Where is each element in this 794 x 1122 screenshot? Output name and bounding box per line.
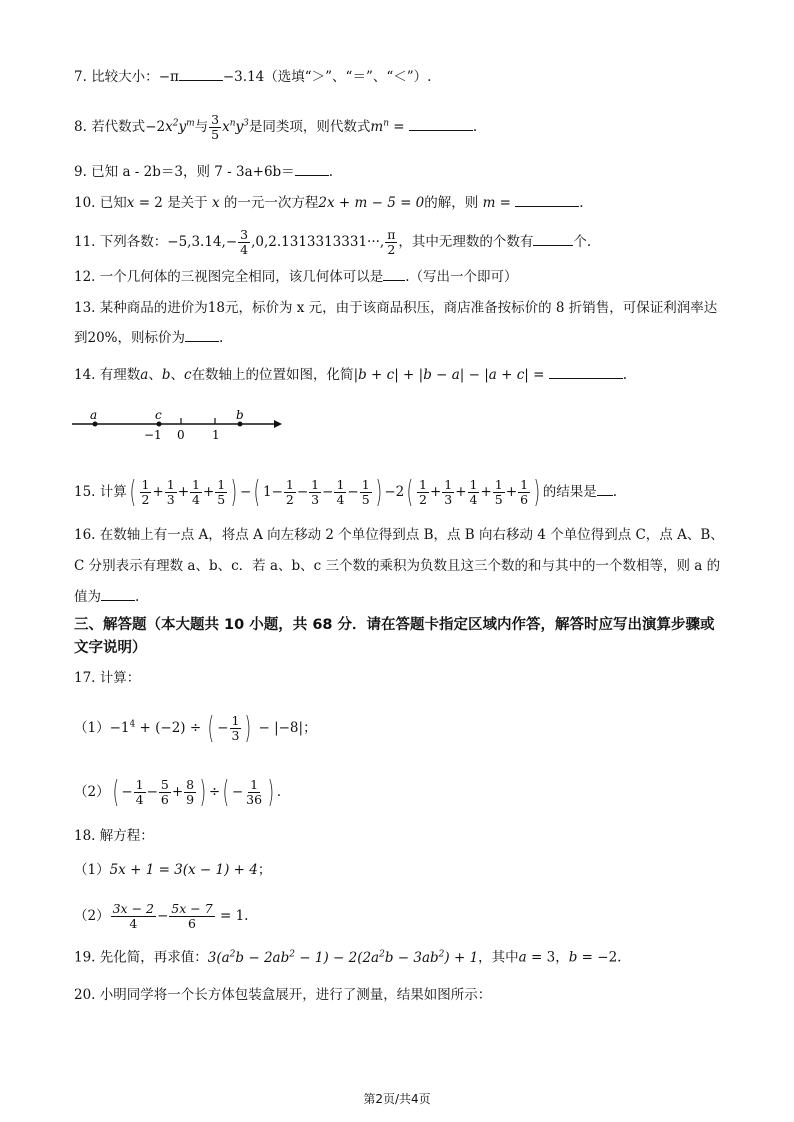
question-17-part-2: （2）( − $\frac{1}{4}$ − $\frac{5}{6}$ + $\frac{8}{9}$ ) ÷( − $\frac{1}{36}$ ) .	[74, 774, 282, 810]
point-c	[157, 422, 162, 427]
question-7: 7. 比较大小：−π −3.14（选填“＞”、“＝”、“＜”）.	[74, 66, 431, 87]
answer-blank[interactable]	[185, 327, 219, 342]
question-17-title: 17. 计算：	[74, 670, 141, 686]
question-8: 8. 若代数式$-2x^2y^m$与 $\frac{3}{5}$ $x^ny^3$是同类项，则代数式$m^n$ = .	[74, 112, 478, 142]
question-13: 13. 某种商品的进价为18元，标价为 x 元，由于该商品积压，商店准备按标价的 8 折销售，可保证利润率达到20%，则标价为 .	[74, 300, 718, 346]
point-b	[238, 422, 243, 427]
label-b: b	[236, 408, 244, 422]
page-footer: 第2页/共4页	[363, 1092, 431, 1106]
tick-label-minus-one: −1	[144, 428, 162, 442]
question-16: 16. 在数轴上有一点 A，将点 A 向左移动 2 个单位得到点 B，点 B 向右移动 4 个单位得到点 C，点 A、B、C 分别表示有理数 a、b、c．若 a、b、c 三个数的乘积为负数且这三个数的和与其中的一个数相等，则 a 的值为 .	[74, 527, 724, 605]
question-12: 12. 一个几何体的三视图完全相同，该几何体可以是 .（写出一个即可）	[74, 266, 518, 287]
answer-blank[interactable]	[409, 116, 473, 131]
question-18-part-2: （2） $\frac{3x - 2}{4}$ − $\frac{5x - 7}{6}$ = 1.	[74, 901, 249, 931]
question-15: 15. 计算( $\frac{1}{2}$ + $\frac{1}{3}$ + $\frac{1}{4}$ + $\frac{1}{5}$ ) −( 1− $\frac{1}{2}$ − $\frac{1}{3}$ − $\frac{1}{4}$ − $\frac{1}{5}$ ) −2( $\frac{1}{2}$ + $\frac{1}{3}$ + $\frac{1}{4}$ + $\frac{1}{5}$ + $\frac{1}{6}$ ) 的结果是 .	[74, 474, 618, 510]
tick-label-one: 1	[212, 428, 220, 442]
number-line	[70, 404, 285, 444]
question-18-part-1: （1）5x + 1 = 3(x − 1) + 4；	[74, 862, 272, 878]
question-9: 9. 已知 a - 2b＝3，则 7 - 3a+6b＝ .	[74, 161, 333, 182]
question-14: 14. 有理数a、b、c在数轴上的位置如图，化简|b + c| + |b − a| − |a + c| = .	[74, 364, 627, 385]
question-11: 11. 下列各数：−5,3.14,− $\frac{3}{4}$ ,0,2.1313313331···, $\frac{\pi}{2}$ ，其中无理数的个数有 个.	[74, 227, 592, 257]
point-a	[93, 422, 98, 427]
section-heading: 三、解答题（本大题共 10 小题，共 68 分．请在答题卡指定区域内作答，解答时应写出演算步骤或文字说明）	[74, 617, 715, 656]
question-19: 19. 先化简，再求值：$3(a^2b - 2ab^2 - 1) - 2(2a^2b - 3ab^2) + 1$，其中a = 3，b = −2.	[74, 949, 622, 966]
question-17-part-1: $(1)-1^4 + (-2)$ ÷ ( − $\frac{1}{3}$ ) − |−8|；	[74, 710, 317, 746]
label-c: c	[155, 408, 162, 422]
question-18-title: 18. 解方程：	[74, 828, 154, 844]
question-20: 20. 小明同学将一个长方体包装盒展开，进行了测量，结果如图所示：	[74, 987, 492, 1003]
answer-blank[interactable]	[383, 266, 405, 281]
answer-blank[interactable]	[515, 192, 579, 207]
tick-label-zero: 0	[177, 428, 185, 442]
question-10: 10. 已知x = 2 是关于 x 的一元一次方程2x + m − 5 = 0的解，则 m = .	[74, 192, 584, 213]
axis-arrow	[274, 420, 282, 428]
answer-blank[interactable]	[101, 586, 135, 601]
label-a: a	[90, 408, 98, 422]
answer-blank[interactable]	[179, 66, 223, 81]
answer-blank[interactable]	[295, 161, 329, 176]
answer-blank[interactable]	[533, 231, 573, 246]
answer-blank[interactable]	[597, 481, 613, 496]
answer-blank[interactable]	[549, 364, 623, 379]
